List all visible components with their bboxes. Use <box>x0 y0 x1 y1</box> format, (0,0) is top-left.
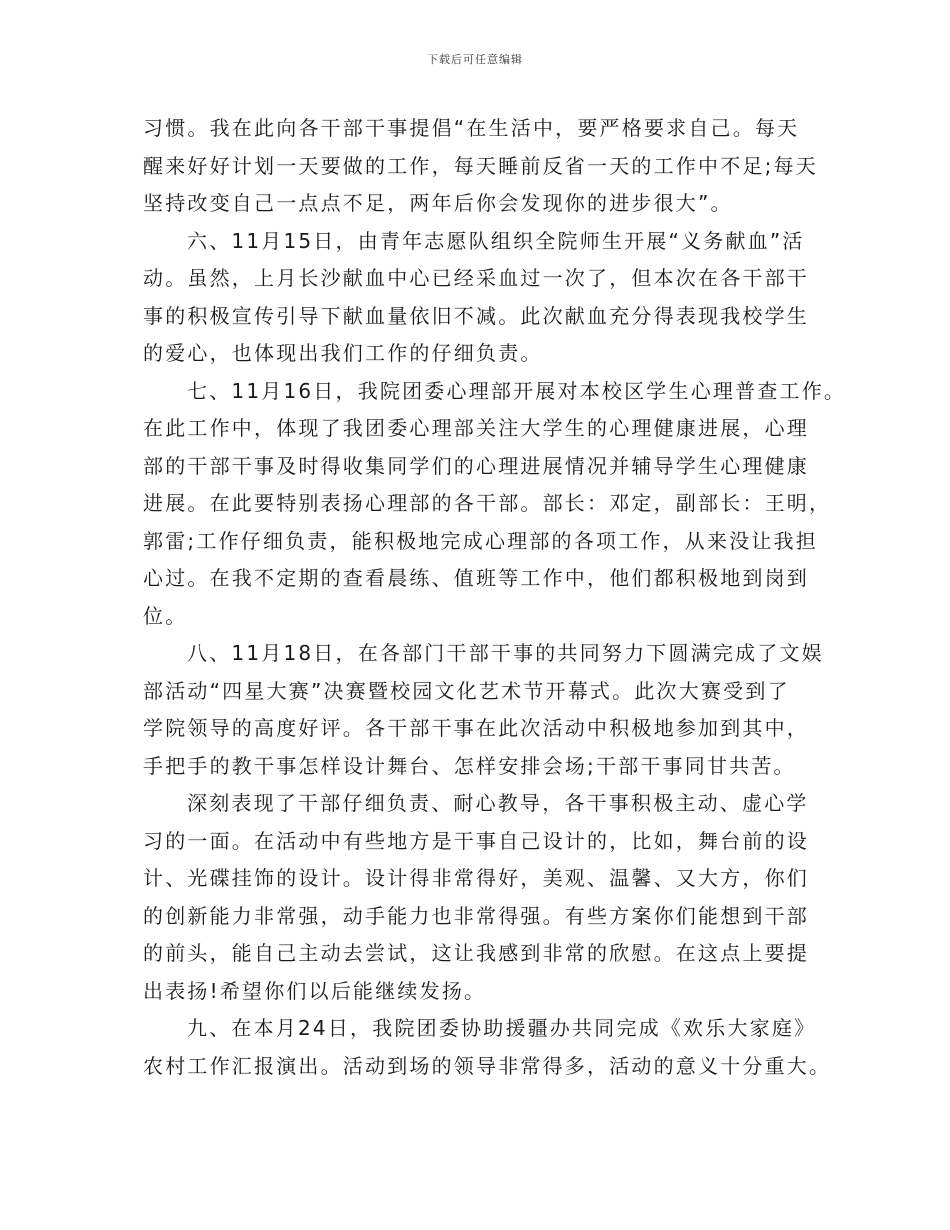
paragraph-blood-donation <box>143 223 843 373</box>
text-line: 的前头，能自己主动去尝试，这让我感到非常的欣慰。在这点上要提 <box>143 941 809 965</box>
text-line: 坚持改变自己一点点不足，两年后你会发现你的进步很大”。 <box>143 191 733 215</box>
paragraph-performance <box>143 1010 843 1085</box>
text-line: 习的一面。在活动中有些地方是干事自己设计的，比如，舞台前的设 <box>143 828 809 853</box>
text-line: 习惯。我在此向各干部干事提倡“在生活中，要严格要求自己。每天 <box>143 116 800 140</box>
paragraph-cadre-praise <box>143 785 843 1010</box>
text-line: 的爱心，也体现出我们工作的仔细负责。 <box>143 341 543 365</box>
text-line: 醒来好好计划一天要做的工作，每天睡前反省一天的工作中不足;每天 <box>143 153 818 178</box>
text-line: 七、11月16日，我院团委心理部开展对本校区学生心理普查工作。 <box>187 378 847 403</box>
text-line: 心过。在我不定期的查看晨练、值班等工作中，他们都积极地到岗到 <box>143 566 809 590</box>
paragraph-four-star-contest <box>143 635 843 785</box>
text-line: 动。虽然，上月长沙献血中心已经采血过一次了，但本次在各干部干 <box>143 266 809 290</box>
paragraph-habits <box>143 110 843 223</box>
text-line: 六、11月15日，由青年志愿队组织全院师生开展“义务献血”活 <box>187 228 805 253</box>
text-line: 事的积极宣传引导下献血量依旧不减。此次献血充分得表现我校学生 <box>143 303 809 328</box>
text-line: 部活动“四星大赛”决赛暨校园文化艺术节开幕式。此次大赛受到了 <box>143 678 790 703</box>
text-line: 八、11月18日，在各部门干部干事的共同努力下圆满完成了文娱 <box>187 641 824 665</box>
text-line: 出表扬!希望你们以后能继续发扬。 <box>143 978 487 1003</box>
page-header: 下载后可任意编辑 <box>427 53 523 66</box>
text-line: 农村工作汇报演出。活动到场的领导非常得多，活动的意义十分重大。 <box>143 1053 832 1078</box>
text-line: 学院领导的高度好评。各干部干事在此次活动中积极地参加到其中， <box>143 716 809 740</box>
text-line: 部的干部干事及时得收集同学们的心理进展情况并辅导学生心理健康 <box>143 453 809 478</box>
paragraph-psychology-survey <box>143 373 847 636</box>
text-line: 位。 <box>143 603 188 628</box>
document-body <box>143 110 847 1085</box>
text-line: 深刻表现了干部仔细负责、耐心教导，各干事积极主动、虚心学 <box>187 791 809 815</box>
text-line: 计、光碟挂饰的设计。设计得非常得好，美观、温馨、又大方，你们 <box>143 866 809 890</box>
text-line: 手把手的教干事怎样设计舞台、怎样安排会场;干部干事同甘共苦。 <box>143 753 796 778</box>
text-line: 郭雷;工作仔细负责，能积极地完成心理部的各项工作，从来没让我担 <box>143 528 818 553</box>
text-line: 九、在本月24日，我院团委协助援疆办共同完成《欢乐大家庭》 <box>187 1016 817 1040</box>
text-line: 的创新能力非常强，动手能力也非常得强。有些方案你们能想到干部 <box>143 903 809 928</box>
text-line: 在此工作中，体现了我团委心理部关注大学生的心理健康进展，心理 <box>143 416 809 440</box>
text-line: 进展。在此要特别表扬心理部的各干部。部长：邓定，副部长：王明， <box>143 491 832 515</box>
